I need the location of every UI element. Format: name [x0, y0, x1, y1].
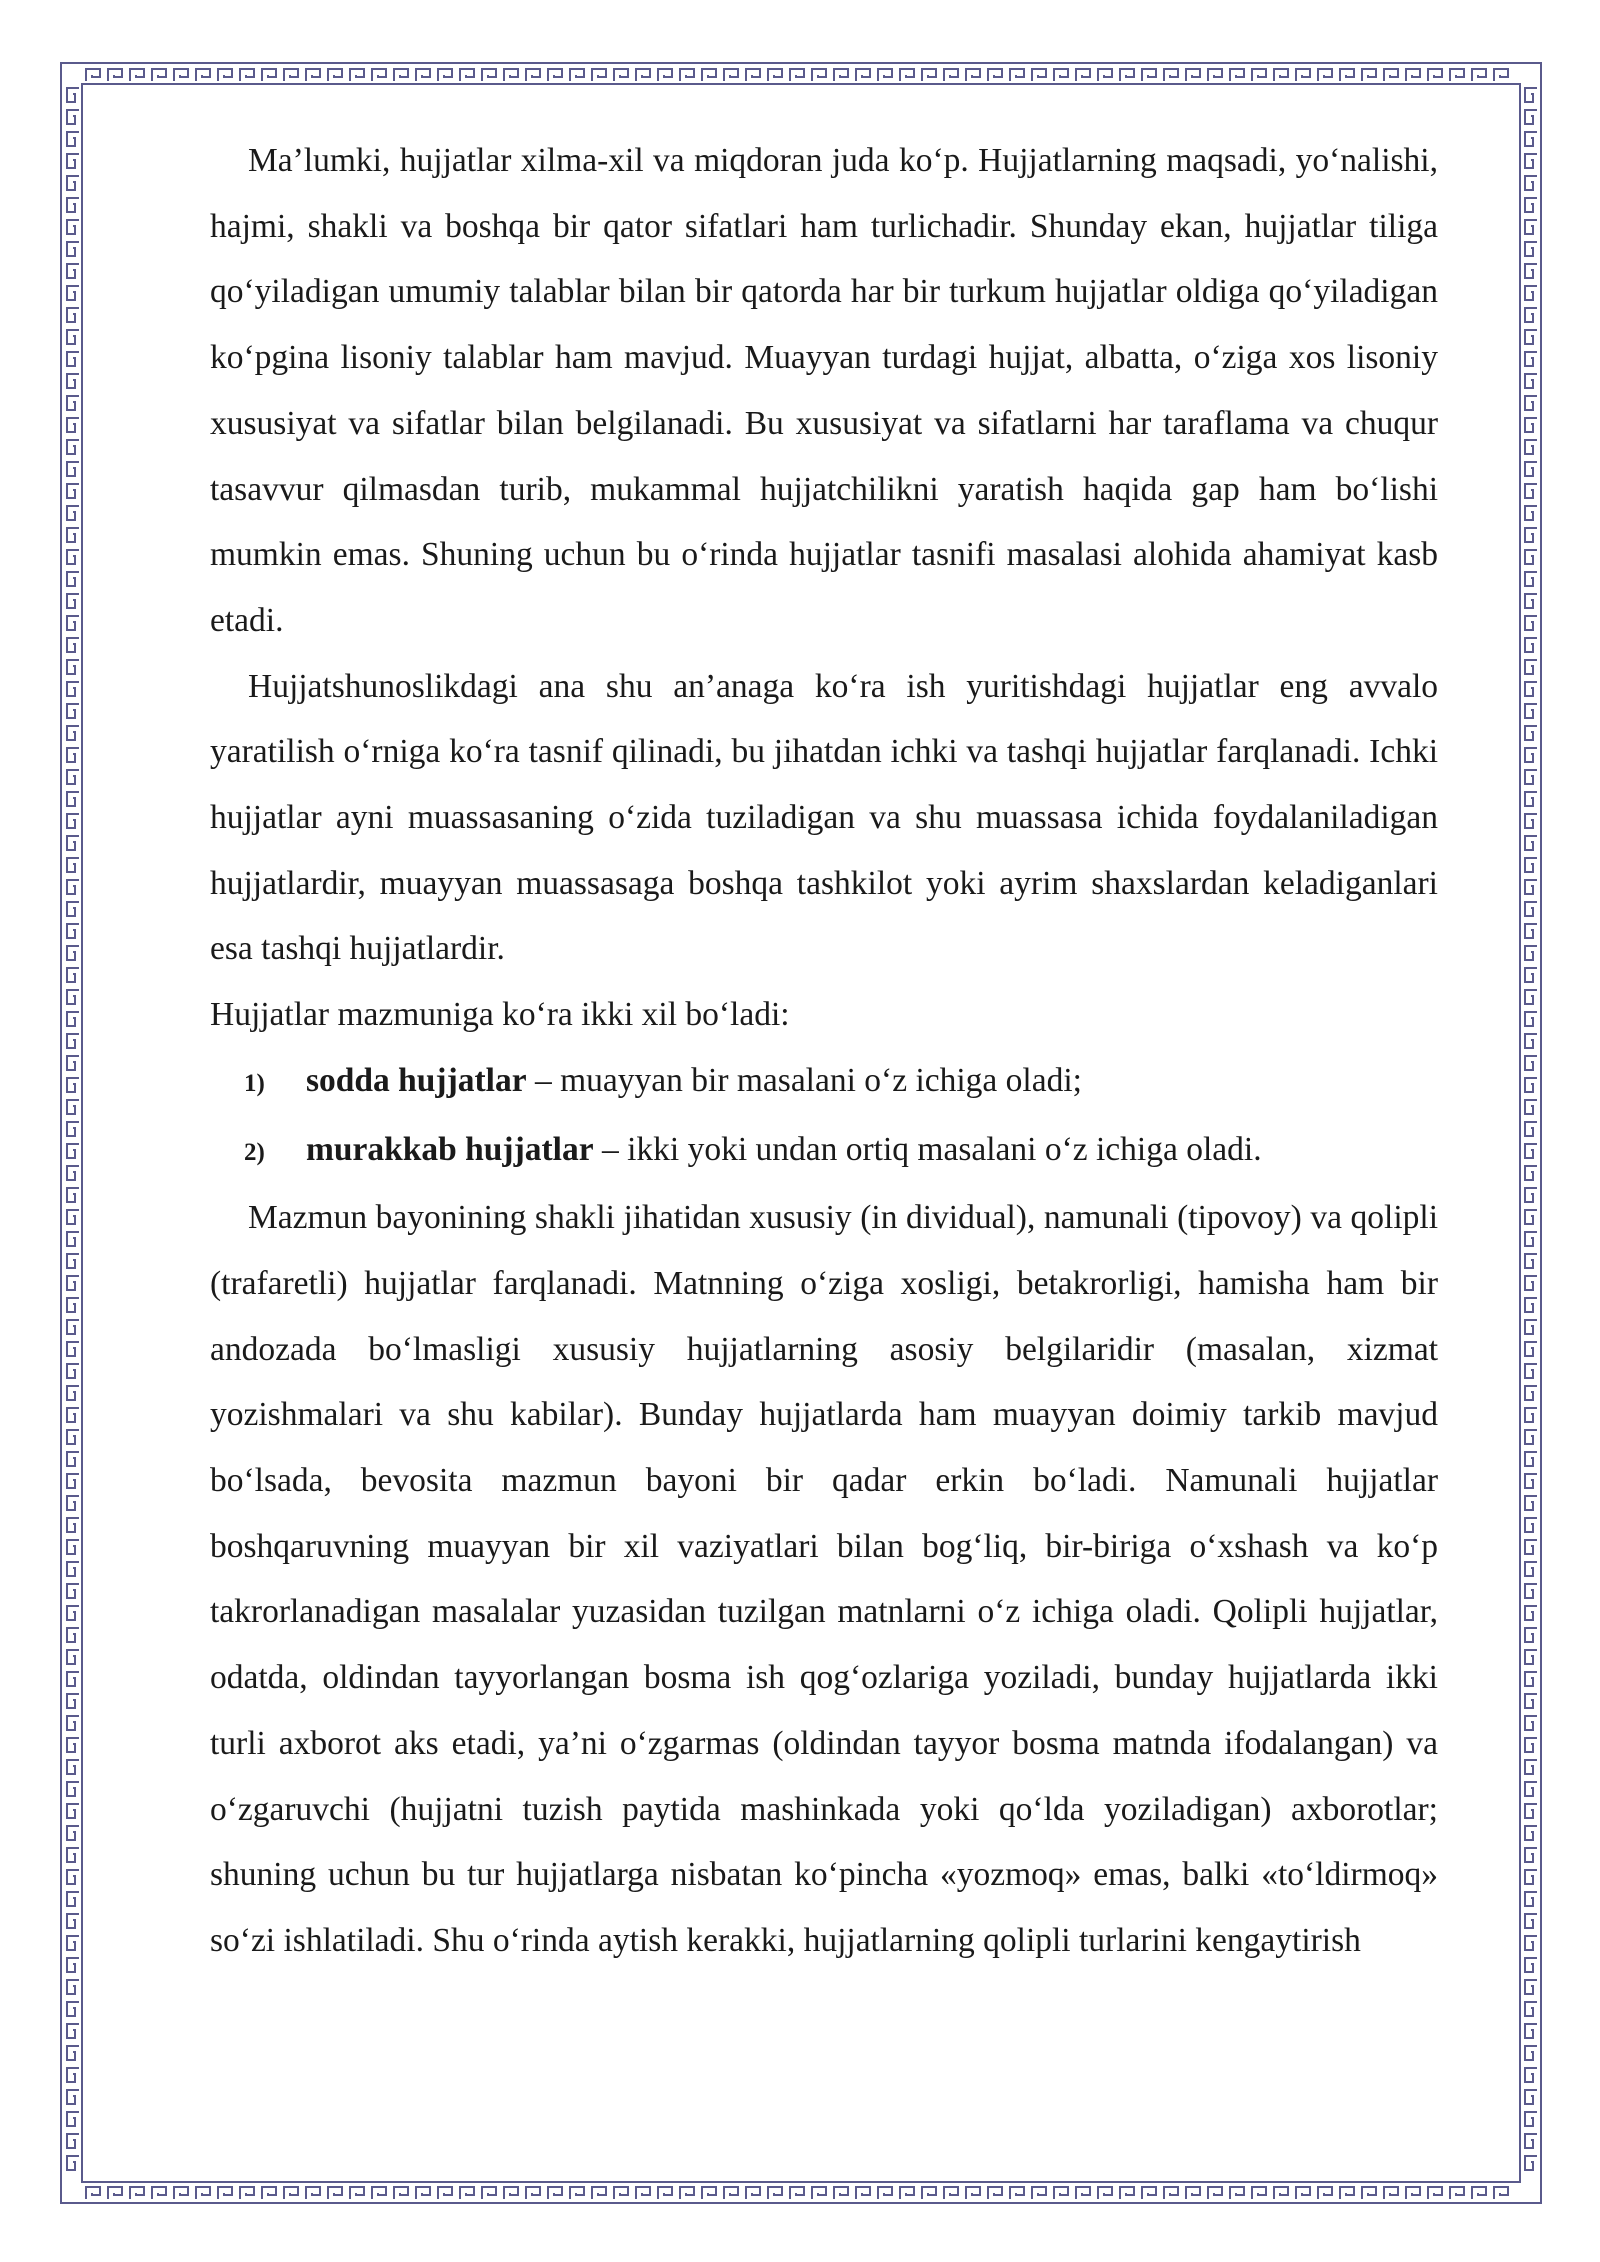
- list-term: murakkab hujjatlar: [306, 1130, 594, 1168]
- list-text: [306, 1048, 1082, 1114]
- list-description: – muayyan bir masalani o‘z ichiga oladi;: [526, 1061, 1082, 1099]
- list-term: sodda hujjatlar: [306, 1061, 527, 1099]
- document-body: [210, 128, 1438, 1974]
- list-item: [210, 1117, 1438, 1186]
- paragraph-intro: Ma’lumki, hujjatlar xilma-xil va miqdoran juda ko‘p. Hujjatlarning maqsadi, yo‘nalishi, hajmi, shakli va boshqa bir qator sifatlari ham turlichadir. Shunday ekan, hujjatlar tiliga qo‘yiladigan umumiy talablar bilan bir qatorda har bir turkum hujjatlar oldiga qo‘yiladigan ko‘pgina lisoniy talablar ham mavjud. Muayyan turdagi hujjat, albatta, o‘ziga xos lisoniy xususiyat va sifatlar bilan belgilanadi. Bu xususiyat va sifatlarni har taraflama va chuqur tasavvur qilmasdan turib, mukammal hujjatchilikni yaratish haqida gap ham bo‘lishi mumkin emas. Shuning uchun bu o‘rinda hujjatlar tasnifi masalasi alohida ahamiyat kasb etadi.: [210, 142, 1438, 639]
- list-number: 2): [244, 1138, 265, 1166]
- list-text: [306, 1117, 1262, 1183]
- list-number: 1): [244, 1069, 265, 1097]
- paragraph-internal-external: Hujjatshunoslikdagi ana shu an’anaga ko‘ra ish yuritishdagi hujjatlar eng avvalo yaratilish o‘rniga ko‘ra tasnif qilinadi, bu jihatdan ichki va tashqi hujjatlar farqlanadi. Ichki hujjatlar ayni muassasaning o‘zida tuziladigan va shu muassasa ichida foydalaniladigan hujjatlardir, muayyan muassasaga boshqa tashkilot yoki ayrim shaxslardan keladiganlari esa tashqi hujjatlardir.: [210, 667, 1438, 968]
- list-description: – ikki yoki undan ortiq masalani o‘z ichiga oladi.: [593, 1130, 1262, 1168]
- list-item: [210, 1048, 1438, 1117]
- paragraph-form-types: Mazmun bayonining shakli jihatidan xususiy (in dividual), namunali (tipovoy) va qolipli (trafaretli) hujjatlar farqlanadi. Matnning o‘ziga xosligi, betakrorligi, hamisha ham bir andozada bo‘lmasligi xususiy hujjatlarning asosiy belgilaridir (masalan, xizmat yozishmalari va shu kabilar). Bunday hujjatlarda ham muayyan doimiy tarkib mavjud bo‘lsada, bevosita mazmun bayoni bir qadar erkin bo‘ladi. Namunali hujjatlar boshqaruvning muayyan bir xil vaziyatlari bilan bog‘liq, bir-biriga o‘xshash va ko‘p takrorlanadigan masalalar yuzasidan tuzilgan matnlarni o‘z ichiga oladi. Qolipli hujjatlar, odatda, oldindan tayyorlangan bosma ish qog‘ozlariga yoziladi, bunday hujjatlarda ikki turli axborot aks etadi, ya’ni o‘zgarmas (oldindan tayyor bosma matnda ifodalangan) va o‘zgaruvchi (hujjatni tuzish paytida mashinkada yoki qo‘lda yoziladigan) axborotlar; shuning uchun bu tur hujjatlarga nisbatan ko‘pincha «yozmoq» emas, balki «to‘ldirmoq» so‘zi ishlatiladi. Shu o‘rinda aytish kerakki, hujjatlarning qolipli turlarini kengaytirish: [210, 1199, 1438, 1959]
- paragraph-list-intro: Hujjatlar mazmuniga ko‘ra ikki xil bo‘ladi:: [210, 996, 790, 1034]
